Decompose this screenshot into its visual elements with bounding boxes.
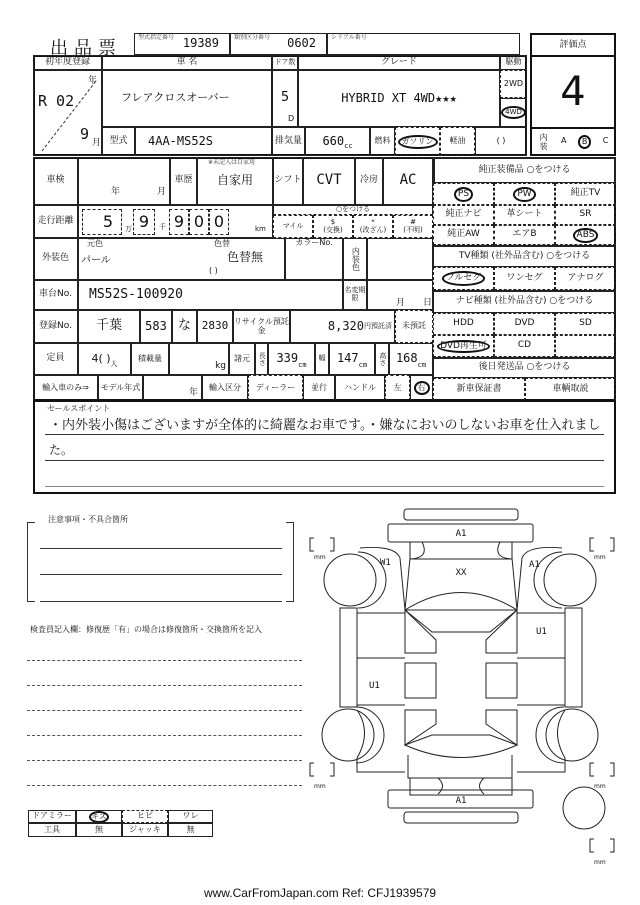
orig-color-value: パール <box>81 255 111 266</box>
import-dealer: ディーラー <box>248 375 303 401</box>
sheet-title: 出品票 <box>50 38 122 59</box>
shift-value: CVT <box>303 157 355 205</box>
equip-pw <box>494 183 555 205</box>
month-unit: 月 <box>157 187 167 197</box>
rule <box>40 601 282 602</box>
rear-window <box>405 735 517 758</box>
unit-man: 万 <box>125 225 132 233</box>
jack-value: 無 <box>168 823 213 837</box>
inspection-label: 車検 <box>33 157 78 205</box>
recycle-cell <box>290 310 395 343</box>
width-value: 147 <box>336 351 359 366</box>
mark-tampered: * (改ざん) <box>353 215 393 238</box>
mileage-cell <box>78 205 273 238</box>
interior-color-label: 内装色 <box>343 238 367 280</box>
equip-sr: SR <box>555 205 616 225</box>
reg-class: 583 <box>140 310 172 343</box>
recycle-label: リサイクル預託金 <box>233 310 290 343</box>
label-rear-bumper: A1 <box>455 796 467 806</box>
recycle-amount: 8,320 <box>327 318 364 333</box>
import-label: 輸入車のみ⇒ <box>33 375 98 401</box>
month-unit: 月 <box>92 138 102 148</box>
rule <box>27 735 302 736</box>
tools-value: 無 <box>76 823 122 837</box>
navi-dvd-play-selected: DVD再生可 <box>437 340 490 353</box>
equip-ps <box>433 183 494 205</box>
interior-a: A <box>561 136 567 146</box>
mileage-digit: 0 <box>189 209 209 235</box>
equip-pw-selected: PW <box>513 187 535 202</box>
drive-2wd: 2WD <box>500 70 527 98</box>
equip-tv: 純正TV <box>555 183 616 205</box>
length-label: 長さ <box>255 343 268 375</box>
tv-analog: アナログ <box>555 267 616 290</box>
repaint-value: 色替無 <box>227 250 264 264</box>
type-value: 4AA-MS52S <box>135 127 272 156</box>
drive-label: 駆動 <box>500 55 527 70</box>
label-front-left-fender: W1 <box>380 558 391 568</box>
score-label: 評価点 <box>532 35 614 57</box>
ac-value: AC <box>383 157 433 205</box>
person-unit: 人 <box>110 360 118 369</box>
model-code-field <box>134 33 230 55</box>
first-reg-year: R 02 <box>38 92 75 110</box>
ac-label: 冷房 <box>355 157 383 205</box>
chassis-label: 車台No. <box>33 280 78 310</box>
reg-area: 千葉 <box>78 310 140 343</box>
import-type-label: 輸入区分 <box>202 375 248 401</box>
import-parallel: 並行 <box>303 375 335 401</box>
recycle-unpaid: 未預託 <box>395 310 433 343</box>
type-label: 型式 <box>102 127 135 156</box>
mark-unknown: # (不明) <box>393 215 433 238</box>
label-hood: XX <box>455 568 467 578</box>
mark-exchanged: $ (交換) <box>313 215 353 238</box>
rule <box>40 548 282 549</box>
rear-bumper-bottom <box>404 812 518 823</box>
chassis-value: MS52S-100920 <box>78 280 343 310</box>
first-reg-cell <box>33 70 102 156</box>
length-cell <box>268 343 315 375</box>
equip-navi: 純正ナビ <box>433 205 494 225</box>
inspector-label: 検査員記入欄：修復歴「有」の場合は修復箇所・交換箇所を記入 <box>30 625 262 634</box>
handle-left: 左 <box>385 375 410 401</box>
navi-cd: CD <box>494 335 555 357</box>
wheel-rear-left <box>322 709 374 761</box>
label: 型式指定番号 <box>138 34 175 41</box>
sales-point-box <box>33 400 616 494</box>
navi-empty <box>555 335 616 357</box>
navi-hdd: HDD <box>433 313 494 335</box>
tv-oneseg: ワンセグ <box>494 267 555 290</box>
load-unit: kg <box>169 343 229 375</box>
mm-unit: mm <box>594 783 606 790</box>
color-label: 外装色 <box>33 238 78 280</box>
cm-unit: cm <box>298 361 307 370</box>
reg-label: 登録No. <box>33 310 78 343</box>
height-cell <box>389 343 433 375</box>
mm-unit: mm <box>314 554 326 561</box>
navi-dvd: DVD <box>494 313 555 335</box>
handle-right-selected: 右 <box>414 381 430 395</box>
rule <box>27 685 302 686</box>
mm-unit: mm <box>594 554 606 561</box>
history-label: 車歴 <box>170 157 197 205</box>
height-label: 高さ <box>375 343 389 375</box>
navi-dvd-play <box>433 335 494 357</box>
reg-number: 2830 <box>197 310 233 343</box>
class-code-field <box>230 33 327 55</box>
color-cell <box>78 238 285 280</box>
cm-unit: cm <box>417 361 427 370</box>
mark-mile: マイル <box>273 215 313 238</box>
orig-color-label: 元色 <box>87 239 103 248</box>
equip-leather: 革シート <box>494 205 555 225</box>
equip-abs-selected: ABS <box>573 228 599 243</box>
unit-sen: 千 <box>159 223 166 231</box>
doors-unit: D <box>288 114 295 123</box>
fuel-diesel: 軽油 <box>440 127 475 156</box>
rule <box>45 486 604 487</box>
doors-value: 5 <box>280 90 290 106</box>
mirror-crack: ヒビ <box>122 810 168 823</box>
navi-title: ナビ種類 (社外品含む) ○をつける <box>433 290 616 313</box>
displacement-cell <box>305 127 370 156</box>
score-box <box>530 33 616 156</box>
wheel-front-right <box>544 554 596 606</box>
interior-label: 内装 <box>539 132 548 151</box>
doors-label: ドア数 <box>272 55 298 70</box>
displacement-label: 排気量 <box>272 127 305 156</box>
drive-4wd-cell <box>500 98 527 127</box>
load-label: 積載量 <box>131 343 169 375</box>
serial-field <box>327 33 520 55</box>
rule <box>40 574 282 575</box>
mileage-label: 走行距離 <box>33 205 78 238</box>
shift-label: シフト <box>273 157 303 205</box>
equip-ps-selected: PS <box>454 187 473 202</box>
name-change-cell <box>367 280 433 310</box>
handle-right-cell <box>410 375 433 401</box>
day-unit: 日 <box>423 298 433 308</box>
month-unit: 月 <box>396 298 406 308</box>
rule <box>27 760 302 761</box>
label: シリアル番号 <box>331 34 367 41</box>
year-unit: 年 <box>111 187 121 197</box>
name-change-label: 名変期限 <box>343 280 367 310</box>
width-label: 幅 <box>315 343 329 375</box>
sales-label: セールスポイント <box>47 404 111 413</box>
equip-airbag: エアB <box>494 225 555 245</box>
rule <box>27 785 302 786</box>
cm-unit: cm <box>358 361 368 370</box>
fuel-gasoline-selected: ガソリン <box>398 135 438 149</box>
year-unit: 年 <box>88 76 98 86</box>
interior-b-selected: B <box>578 135 592 149</box>
handle-label: ハンドル <box>335 375 385 401</box>
rule <box>45 434 604 435</box>
mirror-label: ドアミラー <box>28 810 76 823</box>
height-value: 168 <box>395 351 418 366</box>
sales-line-1: ・内外装小傷はございますが全体的に綺麗なお車です。・嫌なにおいのしないお車を仕入れまし <box>49 418 601 433</box>
spare-tire <box>563 787 605 829</box>
equip-aw: 純正AW <box>433 225 494 245</box>
equipment-title: 純正装備品 ○をつける <box>433 157 616 183</box>
label-left-door: U1 <box>369 681 380 691</box>
car-name: フレアクロスオーバー <box>102 70 272 127</box>
mirror-scratch-selected: キズ <box>91 811 107 821</box>
notes-bracket <box>286 522 294 602</box>
width-cell <box>329 343 375 375</box>
tv-fullseg <box>433 267 494 290</box>
equip-abs <box>555 225 616 245</box>
interior-c: C <box>602 136 609 146</box>
car-damage-diagram <box>300 500 620 880</box>
reg-kana: な <box>172 310 197 343</box>
year-unit: 年 <box>143 375 202 401</box>
mileage-mark-label: ○をつける <box>273 205 433 215</box>
capacity-cell <box>78 343 131 375</box>
sales-line-2: た。 <box>49 443 74 457</box>
front-fenders <box>360 547 562 610</box>
wheel-front-left <box>324 554 376 606</box>
later-manual: 車輌取説 <box>525 378 616 401</box>
mileage-digit: 5 <box>82 209 122 235</box>
length-value: 339 <box>276 351 299 366</box>
color-no-label: カラーNo. <box>285 238 343 280</box>
label: 類別区分番号 <box>234 34 271 41</box>
front-bumper-top <box>404 509 518 520</box>
later-title: 後日発送品 ○をつける <box>433 357 616 378</box>
navi-sd: SD <box>555 313 616 335</box>
wheel-rear-right <box>546 709 598 761</box>
score-value: 4 <box>560 69 586 115</box>
grade-label: グレード <box>298 55 500 70</box>
fuel-gasoline-cell <box>395 127 440 156</box>
jack-label: ジャッキ <box>122 823 168 837</box>
mileage-digit: 9 <box>133 209 155 235</box>
mileage-digit: 9 <box>169 209 189 235</box>
model-code: 19389 <box>182 36 219 51</box>
label-right-door: U1 <box>536 627 547 637</box>
interior-grade <box>532 127 614 154</box>
first-reg-label: 初年度登録 <box>33 55 102 70</box>
interior-color-value <box>367 238 433 280</box>
rule <box>27 710 302 711</box>
capacity-label: 定員 <box>33 343 78 375</box>
name-label: 車 名 <box>102 55 272 70</box>
mirror-broken: ワレ <box>168 810 213 823</box>
tv-fullseg-selected: フルセグ <box>442 271 486 286</box>
history-cell <box>197 157 273 205</box>
unit-km: km <box>255 225 266 233</box>
tools-label: 工具 <box>28 823 76 837</box>
class-code: 0602 <box>287 36 316 51</box>
footer-watermark: www.CarFromJapan.com Ref: CFJ1939579 <box>203 886 437 900</box>
history-note: ※未記入は自家用 <box>208 159 256 166</box>
first-reg-month: 9 <box>80 125 90 143</box>
rule <box>45 460 604 461</box>
model-year-label: モデル年式 <box>98 375 143 401</box>
label-front-bumper: A1 <box>455 529 467 539</box>
capacity-value: 4( ) <box>91 351 111 365</box>
mm-unit: mm <box>594 859 606 866</box>
notes-bracket <box>27 522 35 602</box>
displacement-value: 660 <box>322 133 345 148</box>
later-warranty: 新車保証書 <box>433 378 525 401</box>
fuel-label: 燃料 <box>370 127 395 156</box>
drive-4wd-selected: 4WD <box>501 106 526 119</box>
mirror-scratch <box>76 810 122 823</box>
repaint-label: 色替 <box>214 239 230 248</box>
mileage-digit: 0 <box>209 209 229 235</box>
doors-cell <box>272 70 298 127</box>
grade-value: HYBRID XT 4WD★★★ <box>298 70 500 127</box>
label-front-right-fender: A1 <box>529 560 540 570</box>
tv-title: TV種類 (社外品含む) ○をつける <box>433 245 616 267</box>
cc-unit: cc <box>344 141 353 150</box>
repaint-paren: ( ) <box>209 266 218 275</box>
inspection-cell <box>78 157 170 205</box>
mm-unit: mm <box>314 783 326 790</box>
spec-label: 諸元 <box>229 343 255 375</box>
fuel-other: ( ) <box>475 127 527 156</box>
rule <box>27 660 302 661</box>
recycle-status: 円預託済 <box>364 321 392 330</box>
history-value: 自家用 <box>216 173 253 188</box>
notes-label: 注意事項・不具合箇所 <box>48 515 128 524</box>
